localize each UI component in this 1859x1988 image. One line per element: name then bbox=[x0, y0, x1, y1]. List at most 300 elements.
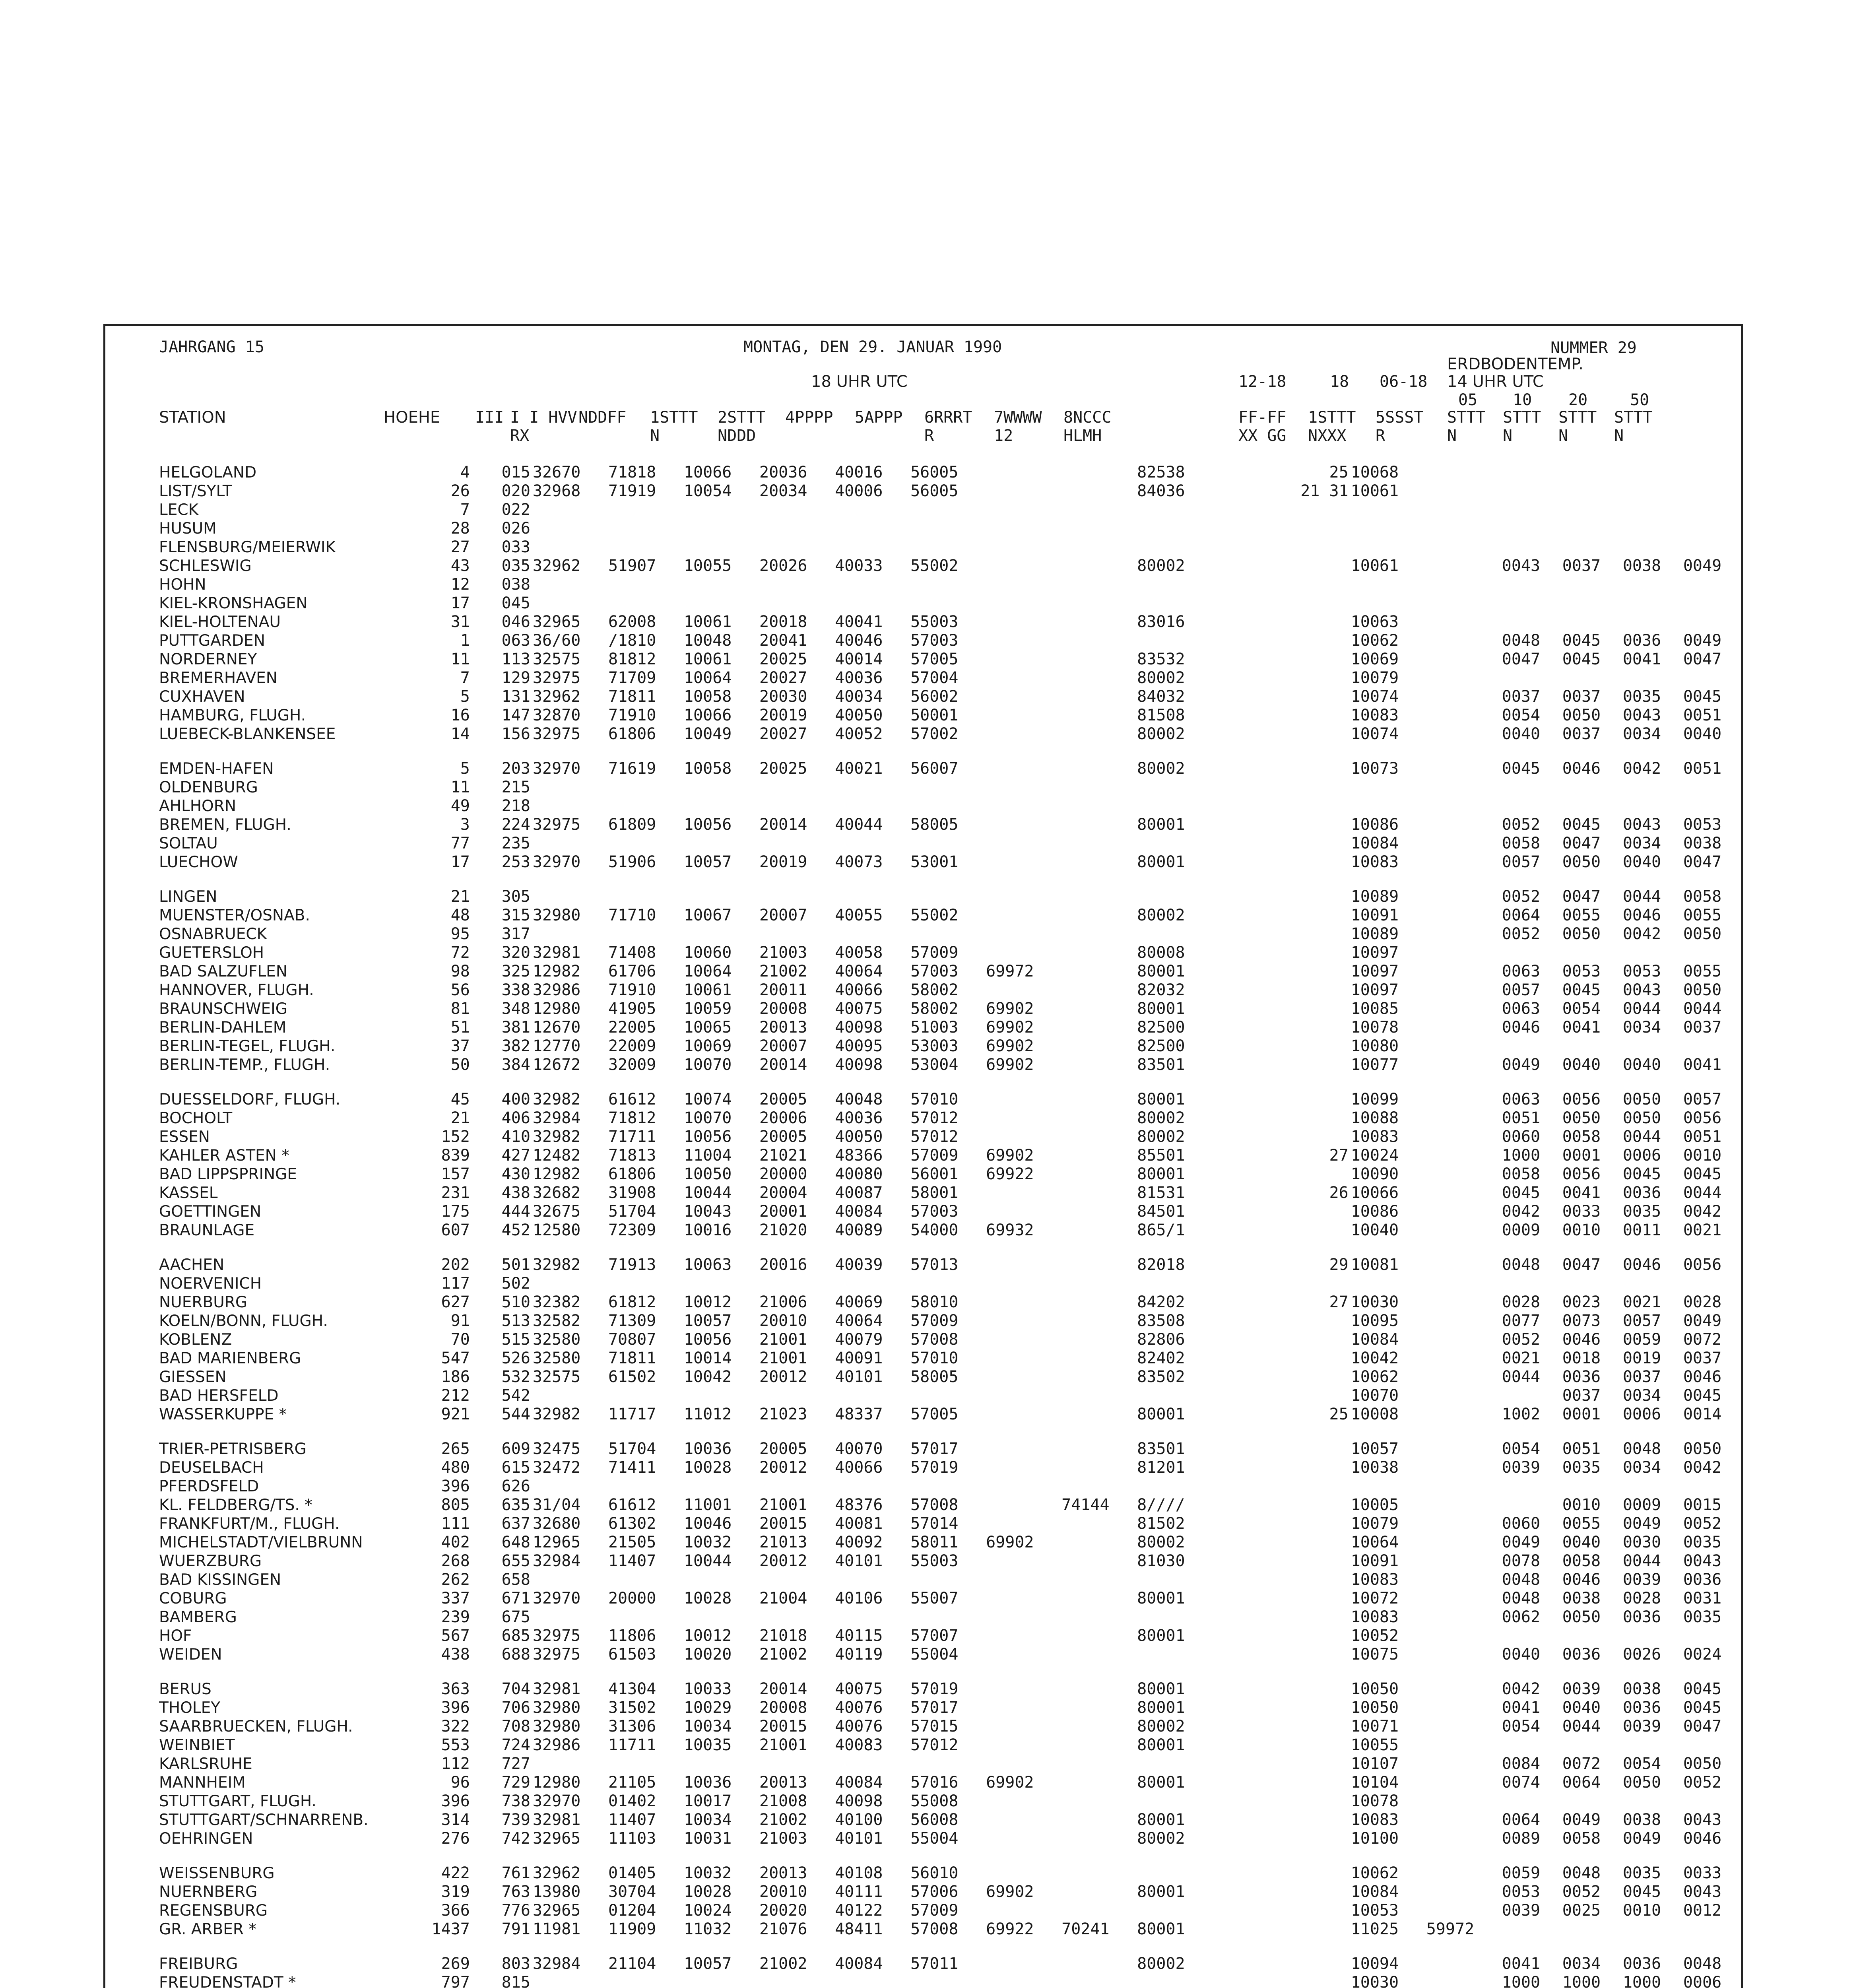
cell-sttt-05: 0054 bbox=[1502, 1440, 1541, 1458]
cell-2sttt: 20016 bbox=[759, 1256, 807, 1274]
cell-6rrrt bbox=[984, 1274, 1059, 1293]
cell-2sttt: 21002 bbox=[759, 1955, 807, 1973]
cell-sttt-10: 0050 bbox=[1562, 1109, 1601, 1127]
cell-ffff bbox=[1247, 1901, 1349, 1920]
cell-4pppp: 40122 bbox=[835, 1901, 883, 1920]
cell-sttt-10: 0050 bbox=[1562, 706, 1601, 724]
cell-8nccc: 80002 bbox=[1137, 1829, 1185, 1848]
cell-hoehe: 186 bbox=[441, 1368, 470, 1386]
cell-1sttt bbox=[681, 834, 757, 853]
cell-5appp: 57004 bbox=[910, 669, 959, 687]
cell-sttt-10 bbox=[1560, 778, 1620, 797]
cell-6rrrt bbox=[984, 1736, 1059, 1755]
cell-7wwww bbox=[1059, 1571, 1135, 1589]
cell-8nccc: 80001 bbox=[1137, 1680, 1185, 1698]
cell-ffff bbox=[1247, 594, 1349, 613]
cell-iii: 113 bbox=[501, 650, 530, 668]
cell-station: LIST/SYLT bbox=[159, 482, 232, 500]
cell-7wwww bbox=[1059, 1901, 1135, 1920]
cell-6rrrt bbox=[984, 1477, 1059, 1496]
cell-5appp: 58001 bbox=[910, 1184, 959, 1202]
cell-7wwww bbox=[1059, 519, 1135, 538]
table-row bbox=[159, 1184, 1741, 1202]
cell-sttt-10: 0045 bbox=[1562, 631, 1601, 650]
cell-8nccc: 80001 bbox=[1137, 1811, 1185, 1829]
cell-1sttt: 10055 bbox=[683, 557, 732, 575]
cell-sttt-10 bbox=[1560, 482, 1620, 501]
cell-sttt-05: 1002 bbox=[1502, 1405, 1541, 1423]
cell-iihvv bbox=[530, 1755, 606, 1773]
cell-sttt-10 bbox=[1560, 944, 1620, 962]
cell-5appp: 57016 bbox=[910, 1773, 959, 1792]
cell-iii: 348 bbox=[501, 1000, 530, 1018]
cell-2sttt: 20041 bbox=[759, 631, 807, 650]
cell-ffff bbox=[1247, 944, 1349, 962]
cell-iii: 035 bbox=[501, 557, 530, 575]
cell-iii: 253 bbox=[501, 853, 530, 871]
cell-1sttt bbox=[681, 1755, 757, 1773]
cell-station: AACHEN bbox=[159, 1256, 225, 1274]
cell-sttt-50: 0045 bbox=[1683, 1386, 1722, 1405]
cell-6rrrt bbox=[984, 887, 1059, 906]
cell-sttt-05: 0063 bbox=[1502, 962, 1541, 980]
cell-7wwww bbox=[1059, 706, 1135, 725]
cell-iii: 526 bbox=[501, 1349, 530, 1367]
cell-sttt-50: 0051 bbox=[1683, 706, 1722, 724]
cell-1sttt: 10064 bbox=[683, 962, 732, 980]
table-row bbox=[159, 1552, 1741, 1571]
cell-5appp: 57009 bbox=[910, 1146, 959, 1165]
cell-8nccc: 80001 bbox=[1137, 853, 1185, 871]
cell-4pppp: 40075 bbox=[835, 1680, 883, 1698]
cell-sttt-50 bbox=[1681, 1477, 1741, 1496]
cell-sttt-50: 0051 bbox=[1683, 1128, 1722, 1146]
cell-sttt-10 bbox=[1560, 797, 1620, 815]
cell-2sttt bbox=[757, 1755, 832, 1773]
cell-2sttt: 20015 bbox=[759, 1717, 807, 1736]
cell-iihvv: 32580 bbox=[532, 1349, 581, 1367]
cell-5appp bbox=[908, 1386, 984, 1405]
cell-sttt-50: 0058 bbox=[1683, 887, 1722, 906]
cell-iihvv: 32980 bbox=[532, 906, 581, 924]
cell-5ssst bbox=[1424, 1440, 1500, 1458]
cell-1sttt-18: 10090 bbox=[1351, 1165, 1399, 1183]
cell-iii: 515 bbox=[501, 1330, 530, 1349]
cell-1sttt-18: 10050 bbox=[1351, 1680, 1399, 1698]
cell-iii: 648 bbox=[501, 1533, 530, 1551]
cell-ffff bbox=[1247, 1589, 1349, 1608]
cell-nddff: 71709 bbox=[608, 669, 656, 687]
cell-4pppp: 40050 bbox=[835, 706, 883, 724]
cell-5ssst bbox=[1424, 981, 1500, 1000]
cell-sttt-10 bbox=[1560, 1920, 1620, 1939]
cell-5appp: 56005 bbox=[910, 482, 959, 500]
cell-8nccc: 83501 bbox=[1137, 1056, 1185, 1074]
cell-1sttt-18: 10075 bbox=[1351, 1645, 1399, 1664]
cell-sttt-10: 0001 bbox=[1562, 1146, 1601, 1165]
cell-sttt-05: 0021 bbox=[1502, 1349, 1541, 1367]
cell-iihvv: 32970 bbox=[532, 1589, 581, 1607]
cell-5ssst bbox=[1424, 834, 1500, 853]
cell-iii: 438 bbox=[501, 1184, 530, 1202]
cell-7wwww bbox=[1059, 759, 1135, 778]
cell-4pppp: 40034 bbox=[835, 687, 883, 706]
cell-5ssst bbox=[1424, 1458, 1500, 1477]
cell-5appp: 57008 bbox=[910, 1920, 959, 1938]
cell-7wwww bbox=[1059, 797, 1135, 815]
cell-nddff bbox=[606, 1571, 681, 1589]
cell-6rrrt bbox=[984, 1128, 1059, 1146]
cell-sttt-20: 0010 bbox=[1622, 1901, 1661, 1920]
cell-7wwww bbox=[1059, 1755, 1135, 1773]
cell-sttt-20 bbox=[1620, 463, 1681, 482]
cell-sttt-20 bbox=[1620, 501, 1681, 519]
cell-6rrrt: 69902 bbox=[986, 1037, 1034, 1055]
cell-iii: 510 bbox=[501, 1293, 530, 1311]
cell-hoehe: 111 bbox=[441, 1514, 470, 1533]
cell-station: BOCHOLT bbox=[159, 1109, 233, 1127]
cell-8nccc: 865/1 bbox=[1137, 1221, 1185, 1239]
cell-5ssst bbox=[1424, 575, 1500, 594]
cell-ffff bbox=[1247, 1018, 1349, 1037]
cell-iihvv bbox=[530, 1274, 606, 1293]
col-sttt-50: STTT N bbox=[1614, 408, 1653, 445]
cell-nddff: 71710 bbox=[608, 906, 656, 924]
cell-7wwww bbox=[1059, 1699, 1135, 1717]
cell-5appp: 57009 bbox=[910, 1901, 959, 1920]
cell-iii: 046 bbox=[501, 613, 530, 631]
cell-5ssst bbox=[1424, 1864, 1500, 1883]
cell-6rrrt bbox=[984, 1552, 1059, 1571]
table-row bbox=[159, 1680, 1741, 1699]
cell-station: BAD KISSINGEN bbox=[159, 1571, 281, 1589]
cell-8nccc: 82032 bbox=[1137, 981, 1185, 999]
cell-iihvv: 32575 bbox=[532, 1368, 581, 1386]
cell-sttt-20: 0036 bbox=[1622, 1184, 1661, 1202]
cell-8nccc: 80002 bbox=[1137, 1955, 1185, 1973]
table-row bbox=[159, 981, 1741, 1000]
cell-1sttt-18: 10084 bbox=[1351, 1883, 1399, 1901]
table-row bbox=[159, 759, 1741, 778]
cell-sttt-20: 0043 bbox=[1622, 815, 1661, 834]
cell-hoehe: 1 bbox=[460, 631, 470, 650]
cell-1sttt: 10057 bbox=[683, 853, 732, 871]
cell-6rrrt bbox=[984, 981, 1059, 1000]
cell-ffff bbox=[1247, 575, 1349, 594]
cell-7wwww bbox=[1059, 1608, 1135, 1627]
cell-hoehe: 212 bbox=[441, 1386, 470, 1405]
erdboden-label: ERDBODENTEMP. bbox=[1447, 355, 1583, 373]
cell-5appp: 53001 bbox=[910, 853, 959, 871]
cell-6rrrt bbox=[984, 925, 1059, 944]
cell-7wwww bbox=[1059, 1000, 1135, 1018]
cell-sttt-10 bbox=[1560, 1736, 1620, 1755]
cell-sttt-50: 0031 bbox=[1683, 1589, 1722, 1607]
cell-6rrrt bbox=[984, 1458, 1059, 1477]
cell-sttt-05: 0042 bbox=[1502, 1680, 1541, 1698]
cell-sttt-10: 0051 bbox=[1562, 1440, 1601, 1458]
cell-5ssst bbox=[1424, 1608, 1500, 1627]
cell-nddff: 61806 bbox=[608, 725, 656, 743]
cell-5ssst bbox=[1424, 725, 1500, 744]
cell-station: HANNOVER, FLUGH. bbox=[159, 981, 314, 999]
cell-sttt-05: 0058 bbox=[1502, 834, 1541, 852]
cell-8nccc: 80001 bbox=[1137, 1773, 1185, 1792]
cell-7wwww bbox=[1059, 1221, 1135, 1240]
cell-sttt-50: 0050 bbox=[1683, 1755, 1722, 1773]
cell-5ssst bbox=[1424, 1090, 1500, 1109]
cell-hoehe: 567 bbox=[441, 1627, 470, 1645]
cell-2sttt: 20027 bbox=[759, 669, 807, 687]
cell-8nccc bbox=[1135, 834, 1247, 853]
cell-ffff bbox=[1247, 1386, 1349, 1405]
cell-sttt-20: 0034 bbox=[1622, 1458, 1661, 1477]
cell-nddff: 71411 bbox=[608, 1458, 656, 1477]
cell-ffff bbox=[1247, 815, 1349, 834]
cell-4pppp: 40021 bbox=[835, 759, 883, 778]
cell-1sttt-18 bbox=[1349, 538, 1424, 557]
cell-station: WEISSENBURG bbox=[159, 1864, 275, 1882]
cell-5appp: 57007 bbox=[910, 1627, 959, 1645]
cell-sttt-20: 0009 bbox=[1622, 1496, 1661, 1514]
cell-sttt-20: 0038 bbox=[1622, 1811, 1661, 1829]
cell-sttt-05: 0059 bbox=[1502, 1864, 1541, 1882]
table-row bbox=[159, 1883, 1741, 1901]
cell-sttt-05: 0062 bbox=[1502, 1608, 1541, 1626]
cell-sttt-20: 0041 bbox=[1622, 650, 1661, 668]
cell-8nccc bbox=[1135, 1973, 1247, 1988]
cell-7wwww bbox=[1059, 906, 1135, 925]
cell-iii: 727 bbox=[501, 1755, 530, 1773]
cell-nddff: 71309 bbox=[608, 1312, 656, 1330]
cell-7wwww bbox=[1059, 1202, 1135, 1221]
group-spacer bbox=[159, 1664, 1741, 1680]
cell-4pppp: 40069 bbox=[835, 1293, 883, 1311]
cell-5appp bbox=[908, 778, 984, 797]
cell-sttt-20 bbox=[1620, 538, 1681, 557]
cell-station: BAD HERSFELD bbox=[159, 1387, 279, 1405]
cell-6rrrt bbox=[984, 594, 1059, 613]
cell-hoehe: 202 bbox=[441, 1256, 470, 1274]
cell-sttt-05: 0049 bbox=[1502, 1056, 1541, 1074]
cell-7wwww bbox=[1059, 1533, 1135, 1552]
cell-sttt-50: 0056 bbox=[1683, 1109, 1722, 1127]
cell-hoehe: 5 bbox=[460, 687, 470, 706]
cell-1sttt: 10044 bbox=[683, 1184, 732, 1202]
cell-ffff bbox=[1247, 631, 1349, 650]
cell-iihvv: 12965 bbox=[532, 1533, 581, 1551]
cell-1sttt-18: 10074 bbox=[1351, 687, 1399, 706]
cell-1sttt: 10054 bbox=[683, 482, 732, 500]
cell-sttt-50: 0045 bbox=[1683, 1680, 1722, 1698]
cell-hoehe: 547 bbox=[441, 1349, 470, 1367]
cell-5ssst bbox=[1424, 1405, 1500, 1424]
cell-hoehe: 314 bbox=[441, 1811, 470, 1829]
cell-5ssst bbox=[1424, 1293, 1500, 1312]
cell-8nccc: 84202 bbox=[1137, 1293, 1185, 1311]
cell-2sttt: 21003 bbox=[759, 944, 807, 962]
cell-5ssst bbox=[1424, 1496, 1500, 1514]
table-row bbox=[159, 1256, 1741, 1274]
cell-sttt-05: 0047 bbox=[1502, 650, 1541, 668]
table-row bbox=[159, 501, 1741, 519]
cell-nddff: 61302 bbox=[608, 1514, 656, 1533]
cell-6rrrt bbox=[984, 1901, 1059, 1920]
cell-ffff bbox=[1247, 1792, 1349, 1811]
cell-hoehe: 98 bbox=[450, 962, 470, 980]
cell-5ssst bbox=[1424, 650, 1500, 669]
cell-7wwww bbox=[1059, 1773, 1135, 1792]
cell-6rrrt bbox=[984, 557, 1059, 575]
cell-1sttt: 10060 bbox=[683, 944, 732, 962]
cell-station: KAHLER ASTEN * bbox=[159, 1147, 289, 1165]
cell-hoehe: 319 bbox=[441, 1883, 470, 1901]
table-row bbox=[159, 613, 1741, 631]
cell-iihvv: 32975 bbox=[532, 725, 581, 743]
cell-1sttt: 10035 bbox=[683, 1736, 732, 1754]
cell-5ssst bbox=[1424, 1349, 1500, 1368]
cell-sttt-50: 0046 bbox=[1683, 1368, 1722, 1386]
cell-sttt-05: 0042 bbox=[1502, 1202, 1541, 1221]
cell-sttt-10: 0058 bbox=[1562, 1552, 1601, 1570]
cell-nddff: 21105 bbox=[608, 1773, 656, 1792]
cell-2sttt: 21008 bbox=[759, 1792, 807, 1810]
cell-nddff: 61806 bbox=[608, 1165, 656, 1183]
cell-iii: 338 bbox=[501, 981, 530, 999]
cell-ffff bbox=[1247, 1165, 1349, 1184]
cell-8nccc: 80001 bbox=[1137, 1627, 1185, 1645]
cell-1sttt-18 bbox=[1349, 594, 1424, 613]
cell-sttt-05: 0048 bbox=[1502, 1589, 1541, 1607]
cell-hoehe: 27 bbox=[450, 538, 470, 556]
cell-ffff bbox=[1247, 669, 1349, 687]
cell-1sttt: 10056 bbox=[683, 1128, 732, 1146]
cell-sttt-20: 0048 bbox=[1622, 1440, 1661, 1458]
cell-4pppp bbox=[832, 519, 908, 538]
cell-5appp: 55004 bbox=[910, 1645, 959, 1664]
cell-1sttt: 10061 bbox=[683, 981, 732, 999]
cell-7wwww bbox=[1059, 575, 1135, 594]
cell-sttt-05 bbox=[1500, 1736, 1560, 1755]
cell-iihvv: 32980 bbox=[532, 1717, 581, 1736]
cell-2sttt: 20014 bbox=[759, 1056, 807, 1074]
cell-iii: 685 bbox=[501, 1627, 530, 1645]
cell-5appp bbox=[908, 594, 984, 613]
cell-sttt-50 bbox=[1681, 797, 1741, 815]
cell-1sttt-18: 10077 bbox=[1351, 1056, 1399, 1074]
cell-1sttt-18: 10030 bbox=[1351, 1293, 1399, 1311]
cell-2sttt: 20018 bbox=[759, 613, 807, 631]
cell-nddff: 11806 bbox=[608, 1627, 656, 1645]
cell-iihvv bbox=[530, 797, 606, 815]
cell-1sttt-18: 10089 bbox=[1351, 887, 1399, 906]
cell-sttt-50: 0028 bbox=[1683, 1293, 1722, 1311]
cell-7wwww bbox=[1059, 853, 1135, 872]
cell-5ssst bbox=[1424, 1018, 1500, 1037]
cell-5appp: 57003 bbox=[910, 631, 959, 650]
cell-5appp: 57012 bbox=[910, 1128, 959, 1146]
cell-sttt-20: 0019 bbox=[1622, 1349, 1661, 1367]
cell-sttt-20: 0036 bbox=[1622, 1699, 1661, 1717]
cell-4pppp bbox=[832, 575, 908, 594]
cell-7wwww bbox=[1059, 1056, 1135, 1074]
range-1218: 12-18 bbox=[1238, 373, 1287, 391]
date-heading: MONTAG, DEN 29. JANUAR 1990 bbox=[743, 338, 1002, 356]
cell-5ssst bbox=[1424, 1056, 1500, 1074]
cell-sttt-05: 0064 bbox=[1502, 906, 1541, 924]
cell-8nccc bbox=[1135, 575, 1247, 594]
cell-1sttt-18: 10061 bbox=[1351, 557, 1399, 575]
cell-sttt-20 bbox=[1620, 1736, 1681, 1755]
cell-6rrrt bbox=[984, 1829, 1059, 1848]
cell-nddff: 22005 bbox=[608, 1018, 656, 1037]
cell-sttt-10: 0035 bbox=[1562, 1458, 1601, 1477]
cell-ffff bbox=[1247, 1000, 1349, 1018]
table-row bbox=[159, 725, 1741, 744]
cell-ffff bbox=[1247, 759, 1349, 778]
cell-4pppp: 40101 bbox=[835, 1368, 883, 1386]
cell-iii: 671 bbox=[501, 1589, 530, 1607]
cell-iihvv bbox=[530, 519, 606, 538]
cell-7wwww bbox=[1059, 1037, 1135, 1056]
cell-4pppp: 40036 bbox=[835, 1109, 883, 1127]
cell-sttt-05: 0048 bbox=[1502, 1571, 1541, 1589]
cell-1sttt: 10070 bbox=[683, 1056, 732, 1074]
cell-sttt-50 bbox=[1681, 1274, 1741, 1293]
cell-2sttt: 21003 bbox=[759, 1829, 807, 1848]
cell-station: BAD MARIENBERG bbox=[159, 1349, 301, 1367]
cell-sttt-20: 0043 bbox=[1622, 981, 1661, 999]
cell-1sttt bbox=[681, 575, 757, 594]
cell-sttt-20 bbox=[1620, 482, 1681, 501]
cell-nddff: 31502 bbox=[608, 1699, 656, 1717]
cell-2sttt: 20013 bbox=[759, 1864, 807, 1882]
cell-1sttt-18: 10070 bbox=[1351, 1386, 1399, 1405]
cell-ffff bbox=[1247, 1829, 1349, 1848]
cell-2sttt: 20000 bbox=[759, 1165, 807, 1183]
cell-sttt-50: 0024 bbox=[1683, 1645, 1722, 1664]
cell-5appp: 56002 bbox=[910, 687, 959, 706]
cell-sttt-05: 0064 bbox=[1502, 1811, 1541, 1829]
cell-nddff: 71408 bbox=[608, 944, 656, 962]
cell-hoehe: 805 bbox=[441, 1496, 470, 1514]
cell-4pppp: 40095 bbox=[835, 1037, 883, 1055]
cell-hoehe: 839 bbox=[441, 1146, 470, 1165]
table-row bbox=[159, 482, 1741, 501]
cell-sttt-10: 0010 bbox=[1562, 1221, 1601, 1239]
cell-4pppp: 40106 bbox=[835, 1589, 883, 1607]
cell-sttt-10: 0054 bbox=[1562, 1000, 1601, 1018]
cell-4pppp: 40033 bbox=[835, 557, 883, 575]
cell-nddff: 51704 bbox=[608, 1440, 656, 1458]
col-1sttt-18: 1STTT NXXX bbox=[1308, 408, 1356, 445]
cell-nddff bbox=[606, 1755, 681, 1773]
cell-1sttt-18: 10083 bbox=[1351, 1811, 1399, 1829]
cell-sttt-10: 0040 bbox=[1562, 1699, 1601, 1717]
cell-4pppp: 40016 bbox=[835, 463, 883, 481]
cell-4pppp: 40014 bbox=[835, 650, 883, 668]
cell-1sttt-18: 10050 bbox=[1351, 1699, 1399, 1717]
nummer: NUMMER 29 bbox=[1550, 339, 1637, 357]
cell-6rrrt bbox=[984, 1256, 1059, 1274]
cell-sttt-50 bbox=[1681, 519, 1741, 538]
cell-8nccc: 81201 bbox=[1137, 1458, 1185, 1477]
cell-iii: 026 bbox=[501, 519, 530, 538]
cell-1sttt-18 bbox=[1349, 1477, 1424, 1496]
table-row bbox=[159, 1645, 1741, 1664]
cell-station: SAARBRUECKEN, FLUGH. bbox=[159, 1718, 353, 1736]
cell-5appp: 57017 bbox=[910, 1440, 959, 1458]
